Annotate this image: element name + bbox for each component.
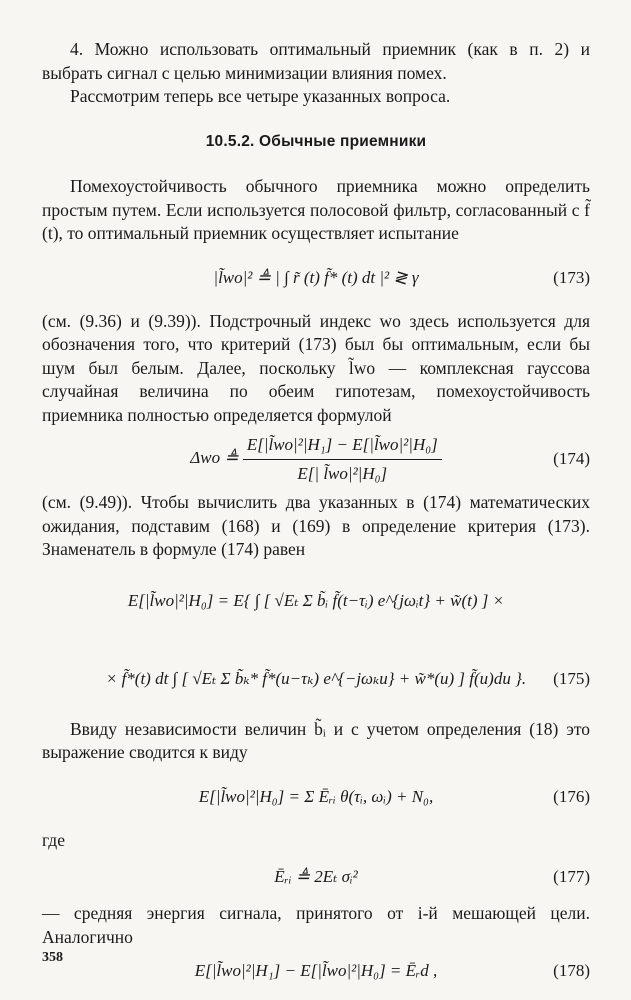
equation-174-lhs: Δwo ≜ bbox=[190, 447, 239, 467]
page-body bbox=[42, 38, 590, 993]
page-number: 358 bbox=[42, 950, 63, 965]
equation-174-numerator: E[|l̃wo|²|H₁] − E[|l̃wo|²|H₀] bbox=[243, 433, 442, 460]
equation-173-body: |l̃wo|² ≜ | ∫ r̃ (t) f̃* (t) dt |² ≷ γ bbox=[213, 267, 419, 287]
paragraph-2: (см. (9.36) и (9.39)). Подстрочный индекс wo здесь используется для обозначения того, что критерий (173) был бы оптимальным, если бы шум был белым. Далее, поскольку l̃wo — комплексная гауссова случайная величина по обеим гипотезам, помехоустойчивость приемника полностью определяется формулой bbox=[42, 310, 590, 425]
equation-177-body: Ēᵣᵢ ≜ 2Eₜ σᵢ² bbox=[274, 867, 358, 887]
where-label: где bbox=[42, 829, 65, 850]
equation-174 bbox=[42, 427, 590, 491]
paragraph-4: Ввиду независимости величин b̃ᵢ и с учетом определения (18) это выражение сводится к виду bbox=[42, 718, 590, 762]
equation-178-body: E[|l̃wo|²|H₁] − E[|l̃wo|²|H₀] = Ēᵣd , bbox=[194, 961, 438, 981]
equation-175-line-1 bbox=[42, 562, 590, 640]
equation-176-number: (176) bbox=[553, 786, 590, 806]
intro-consider: Рассмотрим теперь все четыре указанных вопроса. bbox=[70, 86, 451, 106]
equation-173 bbox=[42, 246, 590, 310]
equation-173-number: (173) bbox=[553, 267, 590, 287]
section-heading: 10.5.2. Обычные приемники bbox=[205, 132, 427, 150]
equation-176-body: E[|l̃wo|²|H₀] = Σ Ēᵣᵢ θ(τᵢ, ωᵢ) + N₀, bbox=[198, 786, 434, 806]
paragraph-5: — средняя энергия сигнала, принятого от i-й мешающей цели. Аналогично bbox=[42, 903, 590, 947]
equation-177 bbox=[42, 852, 590, 902]
paragraph-1: Помехоустойчивость обычного приемника можно определить простым путем. Если используется полосовой фильтр, согласованный с f̃ (t), то оптимальный приемник осуществляет испытание bbox=[42, 176, 590, 243]
equation-177-number: (177) bbox=[553, 867, 590, 887]
paragraph-3: (см. (9.49)). Чтобы вычислить два указанных в (174) математических ожидания, подставим (168) и (169) в определение критерия (173). Знаменатель в формуле (174) равен bbox=[42, 492, 590, 559]
equation-174-fraction bbox=[243, 433, 442, 485]
equation-175-line-2 bbox=[42, 640, 590, 718]
intro-item-4: 4. Можно использовать оптимальный приемник (как в п. 2) и выбрать сигнал с целью минимизации влияния помех. bbox=[42, 39, 590, 83]
equation-178 bbox=[42, 949, 590, 993]
equation-175b-body: × f̃*(t) dt ∫ [ √Eₜ Σ b̃ₖ* f̃*(u−τₖ) e^{−jωₖu} + w̃*(u) ] f̃(u)du }. bbox=[105, 668, 527, 688]
equation-174-denominator: E[| l̃wo|²|H₀] bbox=[297, 463, 388, 483]
equation-174-number: (174) bbox=[553, 449, 590, 469]
equation-178-number: (178) bbox=[553, 961, 590, 981]
equation-175a-body: E[|l̃wo|²|H₀] = E{ ∫ [ √Eₜ Σ b̃ᵢ f̃(t−τᵢ) e^{jωᵢt} + w̃(t) ] × bbox=[127, 590, 505, 610]
equation-176 bbox=[42, 765, 590, 829]
equation-175-number: (175) bbox=[553, 668, 590, 688]
